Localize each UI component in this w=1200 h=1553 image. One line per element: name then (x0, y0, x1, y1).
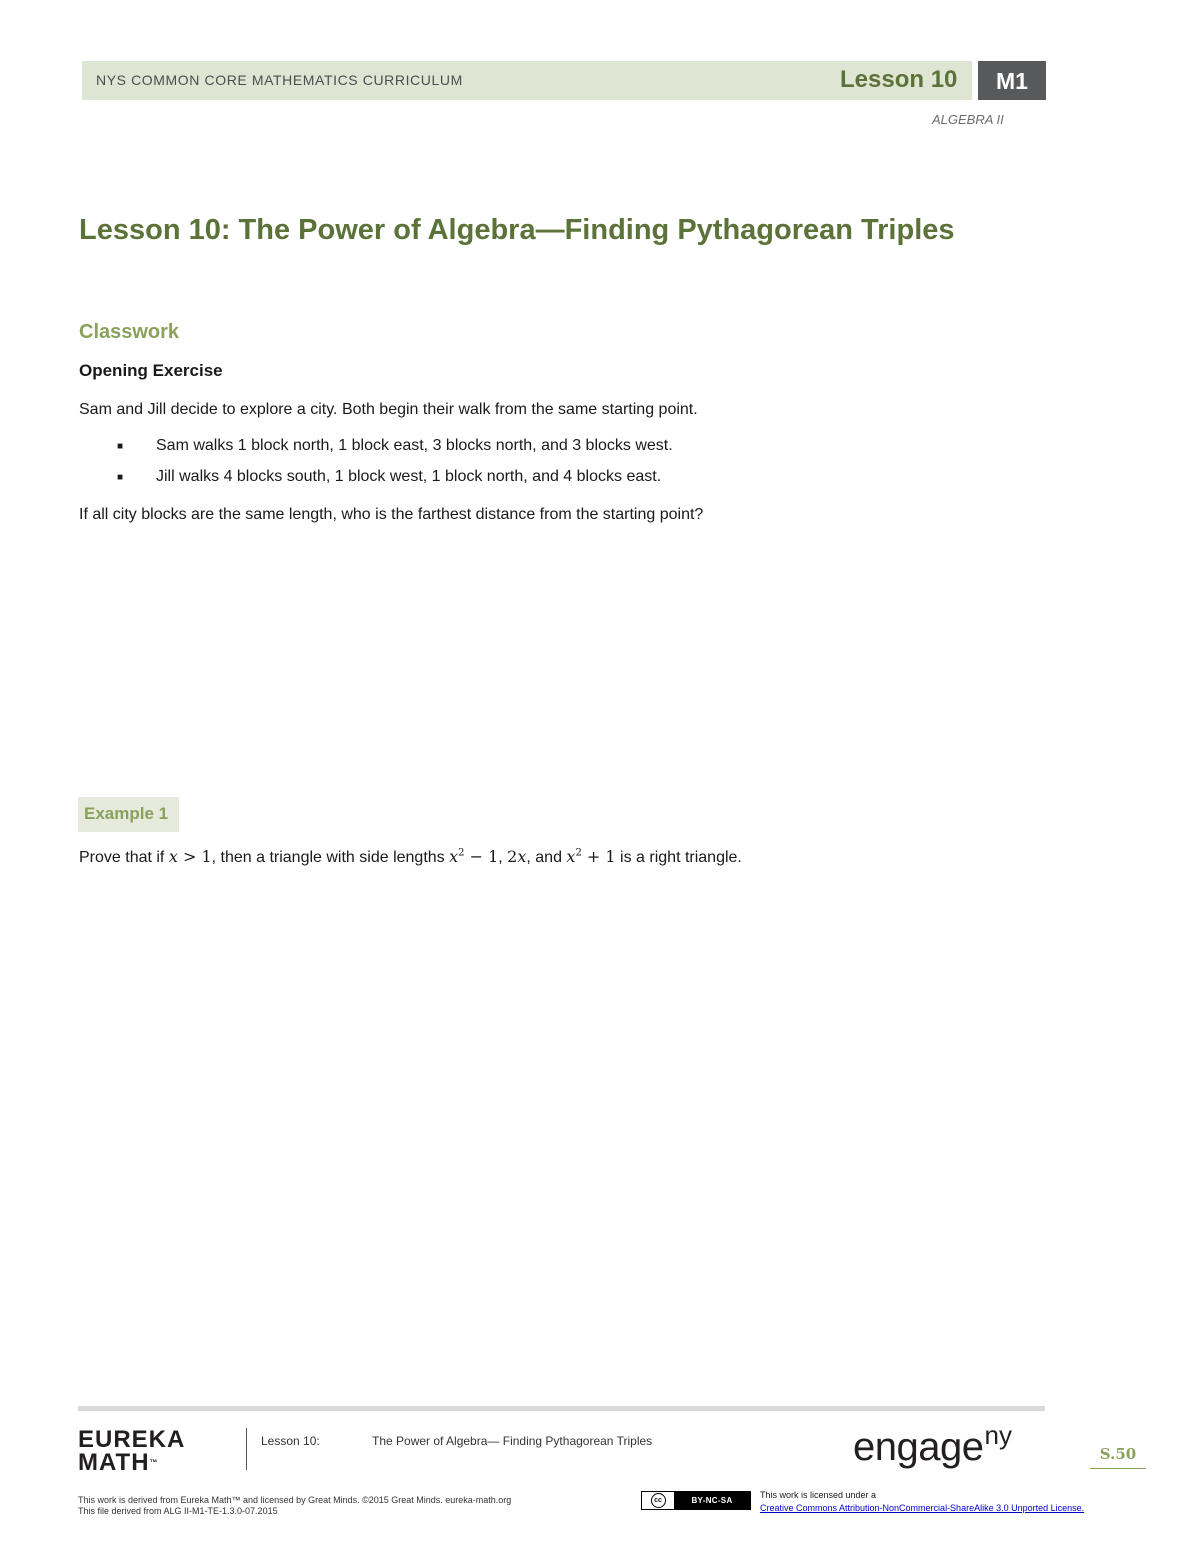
course-label: ALGEBRA II (932, 112, 1004, 127)
footer-credit (78, 1495, 511, 1517)
cc-icon-area (642, 1492, 674, 1509)
footer-rule (78, 1406, 1045, 1411)
prompt-text: is a right triangle. (615, 849, 742, 866)
prompt-text: Prove that if (79, 849, 169, 866)
creative-commons-badge[interactable] (641, 1491, 751, 1510)
prompt-text: , and (526, 849, 567, 866)
credit-line: This work is derived from Eureka Math™ and licensed by Great Minds. ©2015 Great Minds. eureka-math.org (78, 1495, 512, 1505)
example-1-label: Example 1 (84, 804, 169, 823)
list-item: Sam walks 1 block north, 1 block east, 3 blocks north, and 3 blocks west. (156, 437, 673, 454)
math-expression: > 1 (177, 847, 212, 866)
license-intro: This work is licensed under a (760, 1490, 877, 1500)
curriculum-label: NYS COMMON CORE MATHEMATICS CURRICULUM (96, 72, 463, 88)
math-expression: 2 (507, 847, 518, 866)
eureka-logo-math: MATH (78, 1449, 150, 1476)
cc-icon: cc (651, 1493, 666, 1508)
math-variable: x (449, 847, 459, 866)
engageny-logo (853, 1420, 1012, 1470)
bullet-marker: ■ (117, 472, 124, 483)
list-item: Jill walks 4 blocks south, 1 block west, 1 block north, and 4 blocks east. (156, 468, 662, 485)
math-exponent: 2 (458, 847, 465, 859)
math-variable: x (517, 847, 527, 866)
header-lesson-label: Lesson 10 (840, 66, 958, 93)
page-number-underline (1090, 1468, 1146, 1469)
footer-lesson-title: The Power of Algebra— Finding Pythagorean Triples (372, 1434, 653, 1448)
opening-exercise-question: If all city blocks are the same length, who is the farthest distance from the starting point? (79, 506, 704, 523)
trademark-mark: ™ (149, 1458, 159, 1467)
engage-wordmark: engage (853, 1425, 984, 1469)
prompt-text: , (498, 849, 508, 866)
prompt-text: , then a triangle with side lengths (211, 849, 450, 866)
math-variable: x (566, 847, 576, 866)
example-1-prompt (79, 847, 742, 867)
math-variable: x (168, 847, 178, 866)
footer-lesson-label: Lesson 10: (261, 1434, 320, 1448)
opening-exercise-heading: Opening Exercise (79, 361, 223, 380)
eureka-logo-line1: EUREKA (78, 1426, 186, 1453)
license-link[interactable]: Creative Commons Attribution-NonCommercial-ShareAlike 3.0 Unported License. (760, 1503, 1085, 1513)
eureka-math-logo (78, 1428, 185, 1474)
math-exponent: 2 (575, 847, 582, 859)
bullet-marker: ■ (117, 441, 124, 452)
section-heading-classwork: Classwork (79, 321, 180, 343)
credit-line: This file derived from ALG II-M1-TE-1.3.0-07.2015 (78, 1506, 278, 1516)
module-badge: M1 (978, 61, 1046, 100)
page-number: S.50 (1099, 1445, 1137, 1463)
math-expression: + 1 (581, 847, 616, 866)
page-title: Lesson 10: The Power of Algebra—Finding Pythagorean Triples (79, 214, 955, 246)
cc-license-label: BY-NC-SA (674, 1492, 750, 1509)
ny-wordmark: ny (984, 1420, 1012, 1450)
footer-divider (246, 1428, 247, 1470)
math-expression: − 1 (464, 847, 499, 866)
eureka-logo-line2 (78, 1451, 185, 1474)
opening-exercise-intro: Sam and Jill decide to explore a city. Both begin their walk from the same starting point. (79, 401, 698, 418)
